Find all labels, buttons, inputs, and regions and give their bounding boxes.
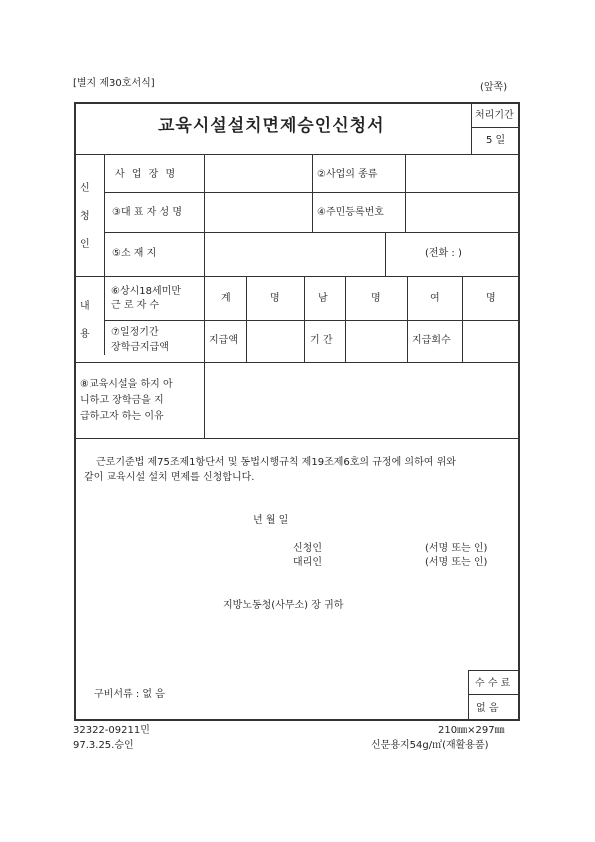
applicant-group-char2: 청 (80, 211, 90, 222)
form-title: 교육시설설치면제승인신청서 (158, 116, 385, 136)
recipient-line: 지방노동청(사무소) 장 귀하 (223, 600, 344, 611)
page-side-label: (앞쪽) (480, 82, 508, 93)
business-type-field[interactable] (407, 156, 517, 190)
business-name-field[interactable] (206, 156, 310, 190)
fee-value: 없 음 (476, 703, 499, 714)
minor-workers-label-line1: ⑥상시18세미만 (111, 286, 181, 297)
reason-field[interactable] (206, 364, 517, 436)
reason-label-line1: ⑧교육시설을 하지 아 (80, 379, 173, 390)
application-date: 년 월 일 (253, 515, 289, 526)
scholarship-label-line1: ⑦일정기간 (111, 327, 159, 338)
fee-label: 수 수 료 (475, 678, 511, 689)
location-label: ⑤소 재 지 (112, 248, 157, 259)
content-group-char2: 용 (80, 329, 90, 340)
total-label: 계 (221, 293, 231, 304)
total-unit: 명 (270, 293, 280, 304)
reason-label-line2: 니하고 장학금을 지 (80, 395, 164, 406)
amount-field[interactable] (248, 322, 303, 361)
period-field[interactable] (347, 322, 406, 361)
amount-label: 지급액 (209, 335, 238, 346)
declaration-text-line1: 근로기준법 제75조제1항단서 및 동법시행규칙 제19조제6호의 규정에 의하여 위와 (96, 457, 456, 468)
processing-period-value: 5 일 (486, 135, 506, 146)
male-unit: 명 (371, 293, 381, 304)
phone-field[interactable]: (전화 : ) (425, 248, 462, 259)
paper-size: 210㎜×297㎜ (438, 725, 505, 736)
content-group-char1: 내 (80, 301, 90, 312)
agent-signature-field[interactable]: (서명 또는 인) (425, 557, 488, 568)
attachments-label: 구비서류 : 없 음 (94, 689, 165, 700)
scholarship-label-line2: 장학금지급액 (111, 342, 169, 353)
reason-label-line3: 급하고자 하는 이유 (80, 411, 164, 422)
paper-type: 신문용지54g/㎡(재활용품) (371, 740, 489, 751)
approval-date: 97.3.25.승인 (73, 740, 134, 751)
applicant-signature-label: 신청인 (293, 543, 322, 554)
applicant-group-char3: 인 (80, 239, 90, 250)
processing-period-label: 처리기간 (475, 110, 514, 121)
applicant-signature-field[interactable]: (서명 또는 인) (425, 543, 488, 554)
agent-signature-label: 대리인 (293, 557, 322, 568)
male-label: 남 (318, 293, 328, 304)
payment-count-label: 지급회수 (412, 335, 451, 346)
representative-field[interactable] (206, 194, 310, 230)
form-code: 32322-09211민 (73, 725, 150, 736)
payment-count-field[interactable] (464, 322, 517, 361)
declaration-text-line2: 같이 교육시설 설치 면제를 신청합니다. (84, 472, 255, 483)
representative-label: ③대 표 자 성 명 (112, 207, 182, 218)
business-name-label: 사 업 장 명 (115, 169, 178, 180)
applicant-group-char1: 신 (80, 183, 90, 194)
form-number: [별지 제30호서식] (73, 78, 155, 89)
location-field[interactable] (206, 234, 383, 274)
business-type-label: ②사업의 종류 (317, 169, 378, 180)
minor-workers-label-line2: 근 로 자 수 (111, 300, 160, 311)
resident-number-field[interactable] (407, 194, 517, 230)
female-label: 여 (430, 293, 440, 304)
period-label: 기 간 (310, 335, 333, 346)
resident-number-label: ④주민등록번호 (317, 207, 384, 218)
female-unit: 명 (486, 293, 496, 304)
